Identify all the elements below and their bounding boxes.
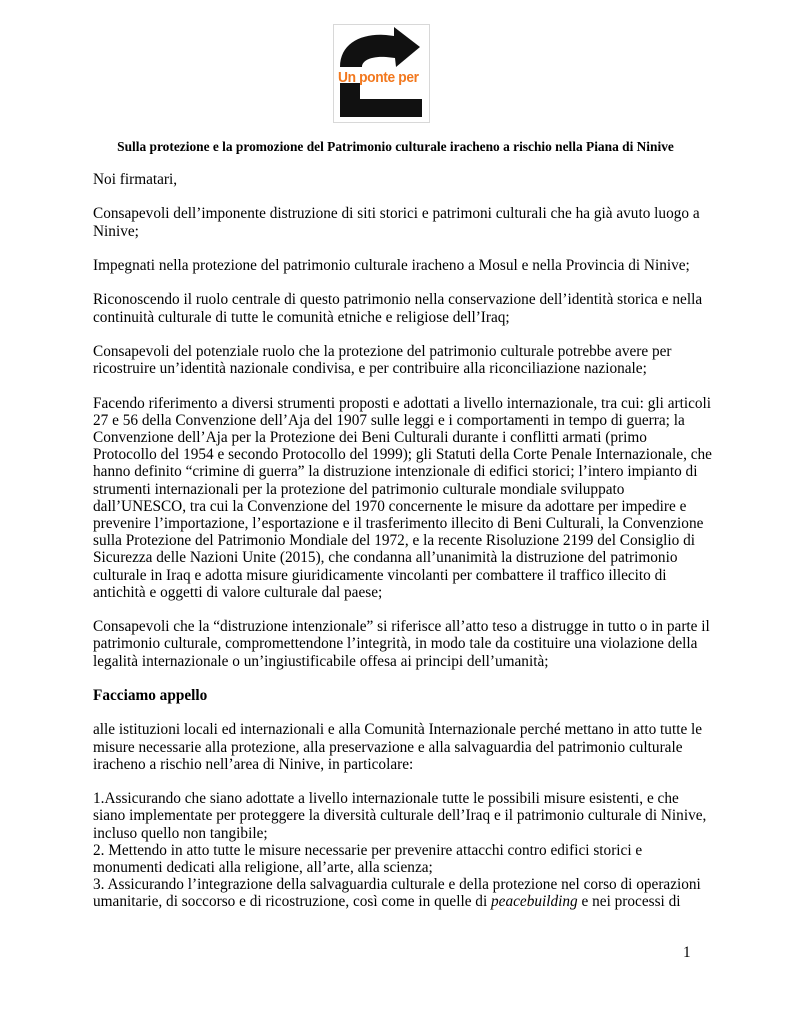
paragraph-legal-references: Facendo riferimento a diversi strumenti proposti e adottati a livello internazionale, tra cui: gli articoli 27 e 56 della Convenzione dell’Aja del 1907 sulle leggi e i comportamenti in tempo di guerra; la Convenzione dell’Aja per la Protezione dei Beni Culturali durante i conflitti armati (primo Protocollo del 1954 e secondo Protocollo del 1999); gli Statuti della Corte Penale Internazionale, che hanno definito “crimine di guerra” la distruzione intenzionale di edifici storici; l’intero impianto di strumenti internazionali per la protezione del patrimonio culturale mondiale sviluppato dall’UNESCO, tra cui la Convenzione del 1970 concernente le misure da adottare per impedire e prevenire l’importazione, l’esportazione e il trasferimento illecito di Beni Culturali, la Convenzione sulla Protezione del Patrimonio Mondiale del 1972, e la recente Risoluzione 2199 del Consiglio di Sicurezza delle Nazioni Unite (2015), che condanna all’unanimità la distruzione del patrimonio culturale in Iraq e adotta misure giuridicamente vincolanti per combattere il traffico illecito di antichità e oggetti di valore culturale dal paese; <box>93 394 712 601</box>
paragraph-recognition: Riconoscendo il ruolo centrale di questo patrimonio nella conservazione dell’identità storica e nella continuità culturale di tutte le comunità etniche e religiose dell’Iraq; <box>93 291 703 326</box>
list-item: 1.Assicurando che siano adottate a livello internazionale tutte le possibili misure esistenti, e che siano implementate per proteggere la diversità culturale dell’Iraq e il patrimonio culturale di Ninive, incluso quello non tangibile; <box>93 790 707 842</box>
document-title: Sulla protezione e la promozione del Patrimonio culturale iracheno a rischio nella Piana di Ninive <box>117 139 674 154</box>
page-number: 1 <box>683 944 691 961</box>
organization-logo <box>333 24 430 123</box>
list-item-text: e nei processi di <box>577 893 681 911</box>
appeal-list <box>93 790 713 910</box>
paragraph-intentional-destruction: Consapevoli che la “distruzione intenzionale” si riferisce all’atto teso a distrugge in tutto o in parte il patrimonio culturale, compromettendone l’integrità, in modo tale da costituire una violazione della legalità internazionale o un’ingiustificabile offesa ai principi dell’umanità; <box>93 618 710 670</box>
logo-text: Un ponte per <box>338 69 419 86</box>
paragraph-salutation: Noi firmatari, <box>93 171 178 188</box>
list-item-text: 3. Assicurando l’integrazione della salvaguardia culturale e della protezione nel corso di operazioni umanitarie, di soccorso e di ricostruzione, così come in quelle di <box>93 876 701 911</box>
appeal-heading: Facciamo appello <box>93 686 208 704</box>
list-item <box>93 876 713 910</box>
paragraph-national-identity: Consapevoli del potenziale ruolo che la protezione del patrimonio culturale potrebbe avere per ricostruire un’identità nazionale condivisa, e per contribuire alla riconciliazione nazionale; <box>93 342 672 378</box>
paragraph-destruction: Consapevoli dell’imponente distruzione di siti storici e patrimoni culturali che ha già avuto luogo a Ninive; <box>93 205 700 240</box>
appeal-intro: alle istituzioni locali ed internazionali e alla Comunità Internazionale perché mettano in atto tutte le misure necessarie alla protezione, alla preservazione e alla salvaguardia del patrimonio culturale iracheno a rischio nell’area di Ninive, in particolare: <box>93 721 703 773</box>
paragraph-commitment: Impegnati nella protezione del patrimonio culturale iracheno a Mosul e nella Provincia di Ninive; <box>93 256 690 274</box>
document-body <box>93 171 713 911</box>
list-item: 2. Mettendo in atto tutte le misure necessarie per prevenire attacchi contro edifici storici e monumenti dedicati alla religione, all’arte, alla scienza; <box>93 841 643 876</box>
list-item-italic-term: peacebuilding <box>491 893 578 911</box>
